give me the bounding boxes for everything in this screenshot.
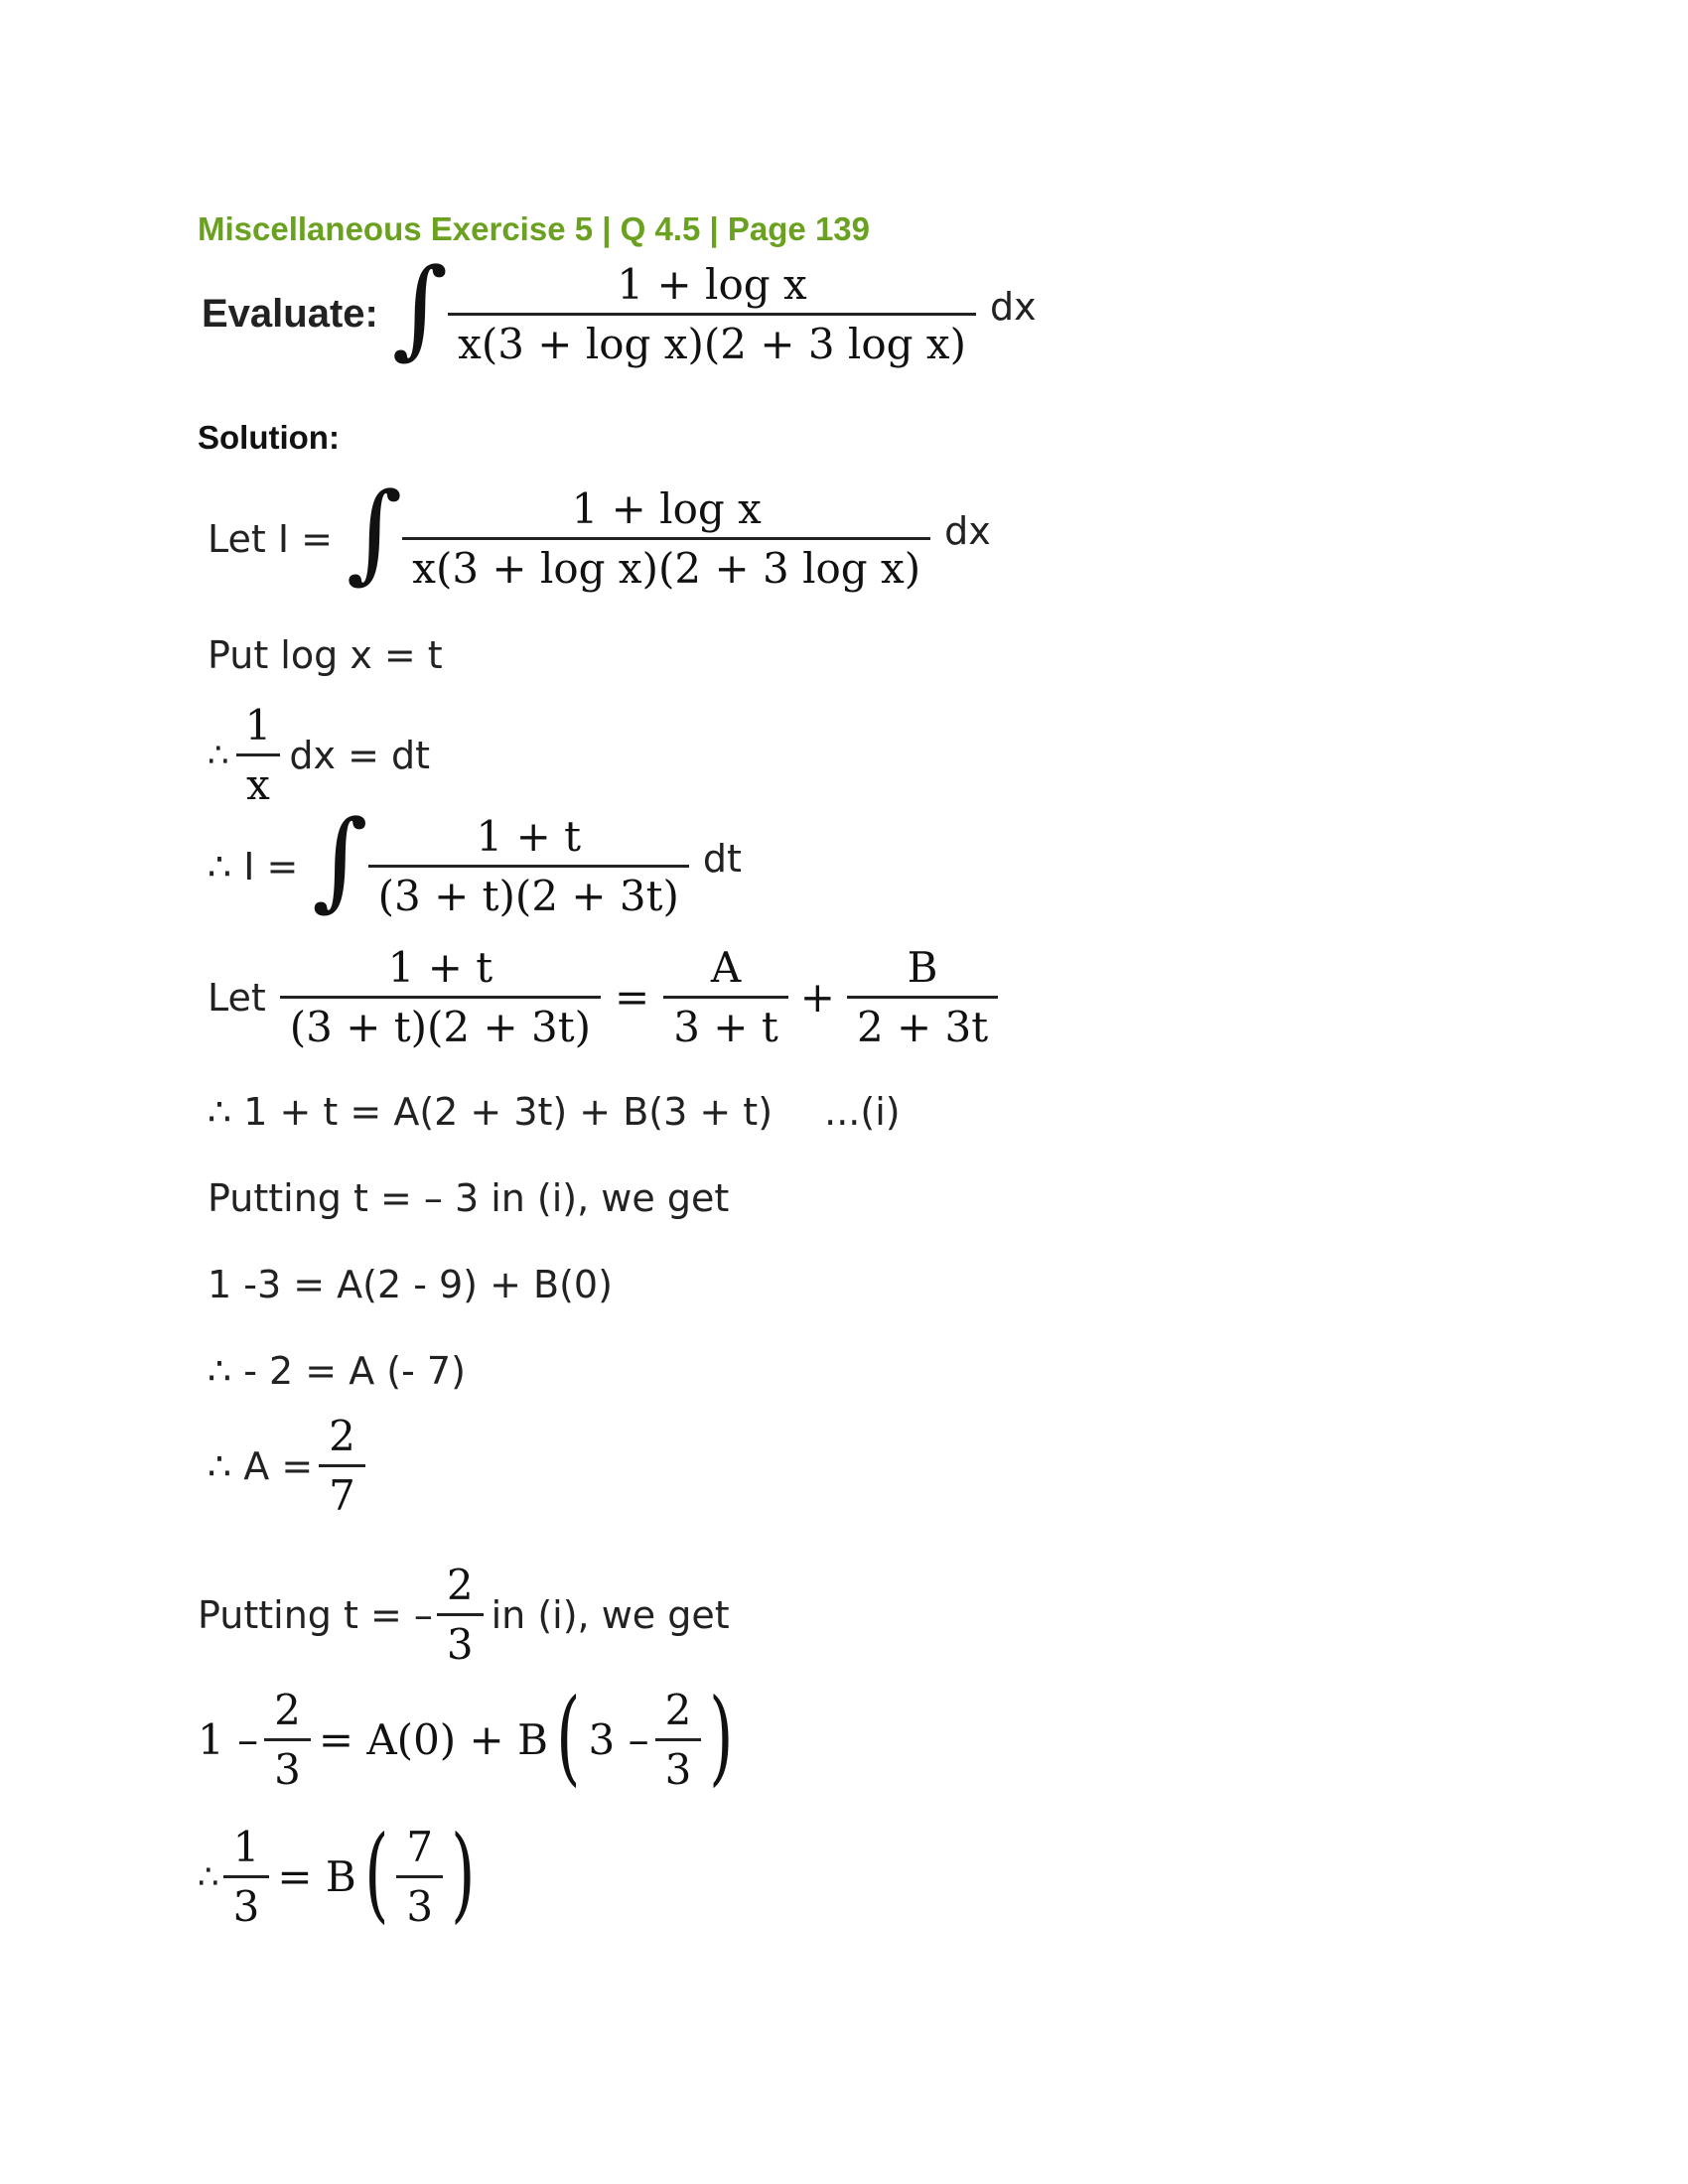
let-i-dx: dx [944,508,991,553]
right-paren: ) [451,1812,476,1934]
let-i-numerator: 1 + log x [571,484,762,533]
sub-fraction [235,701,282,809]
integral-sign: ∫ [347,470,403,595]
partial-prefix: Let [208,975,266,1020]
eq4-inner-numerator: 7 [406,1823,434,1871]
put-t2-fraction [437,1561,484,1669]
question-denominator: x(3 + log x)(2 + 3 log x) [448,313,976,368]
let-i-denominator: x(3 + log x)(2 + 3 log x) [402,537,930,593]
step-eq3 [198,1675,742,1797]
partial-b-fraction [847,943,998,1051]
eq3-middle: = A(0) + B [318,1715,548,1764]
integral-sign: ∫ [312,797,368,922]
a-value-numerator: 2 [329,1412,355,1460]
step-identity [208,1090,901,1134]
i-t-numerator: 1 + t [476,812,582,861]
a-value-fraction [319,1412,365,1520]
eq4-inner-fraction [396,1823,443,1931]
step-put-t2 [198,1561,730,1669]
identity-equation: ∴ 1 + t = A(2 + 3t) + B(3 + t) [208,1090,774,1134]
eq4-inner-denominator: 3 [396,1875,443,1931]
eq4-fraction [223,1823,270,1931]
question-dx: dx [989,284,1037,329]
partial-lhs-denominator: (3 + t)(2 + 3t) [280,996,601,1051]
therefore-symbol: ∴ [208,735,229,775]
question-numerator: 1 + log x [617,260,807,309]
step-sub [208,701,430,809]
a-value-denominator: 7 [319,1464,365,1520]
eq3-denominator: 3 [264,1738,311,1794]
eq3-inner-denominator: 3 [655,1738,702,1794]
partial-a-denominator: 3 + t [663,996,788,1051]
partial-b-numerator: B [907,943,938,992]
step-eq4 [198,1812,484,1934]
therefore-symbol: ∴ [198,1856,219,1897]
step-put-t1: Putting t = – 3 in (i), we get [208,1176,730,1220]
eq3-lead: 1 – [198,1715,259,1764]
partial-a-fraction [663,943,788,1051]
integral-sign: ∫ [391,245,449,370]
i-t-denominator: (3 + t)(2 + 3t) [368,865,689,920]
eq3-inner-lead: 3 – [588,1715,649,1764]
eq4-middle: = B [277,1852,356,1901]
solution-label: Solution: [198,419,340,456]
eq3-numerator: 2 [274,1686,301,1734]
partial-plus: + [799,973,835,1022]
put-t2-numerator: 2 [446,1561,474,1609]
step-a-value [208,1412,365,1520]
eq4-denominator: 3 [223,1875,270,1931]
i-t-fraction [368,812,689,920]
i-t-dt: dt [702,836,742,881]
put-t2-denominator: 3 [437,1613,484,1669]
evaluate-label: Evaluate: [202,292,378,336]
eq3-inner-numerator: 2 [664,1686,692,1734]
question [202,245,1037,370]
sub-denominator: x [236,753,280,809]
sub-numerator: 1 [244,701,272,750]
question-fraction [448,260,976,368]
identity-tag: ...(i) [824,1090,901,1134]
right-paren: ) [709,1675,734,1797]
partial-lhs-fraction [280,943,601,1051]
let-i-prefix: Let I = [208,516,333,561]
i-t-prefix: ∴ I = [208,844,299,888]
put-t2-prefix: Putting t = – [198,1592,433,1637]
eq3-inner-fraction [655,1686,702,1794]
left-paren: ( [363,1812,389,1934]
step-put: Put log x = t [208,633,443,677]
let-i-fraction [402,484,930,593]
exercise-heading: Miscellaneous Exercise 5 | Q 4.5 | Page 139 [198,210,871,247]
partial-b-denominator: 2 + 3t [847,996,998,1051]
sub-rest: dx = dt [289,733,431,777]
partial-equals: = [615,973,650,1022]
put-t2-suffix: in (i), we get [491,1592,730,1637]
step-eq2: ∴ - 2 = A (- 7) [208,1349,466,1393]
left-paren: ( [556,1675,581,1797]
step-partial [208,943,998,1051]
step-i-t [208,797,742,922]
eq4-numerator: 1 [232,1823,260,1871]
step-eq1: 1 -3 = A(2 - 9) + B(0) [208,1263,613,1306]
eq3-fraction [264,1686,311,1794]
a-value-prefix: ∴ A = [208,1443,314,1488]
partial-a-numerator: A [710,943,742,992]
partial-lhs-numerator: 1 + t [387,943,493,992]
step-let-i [208,470,991,595]
